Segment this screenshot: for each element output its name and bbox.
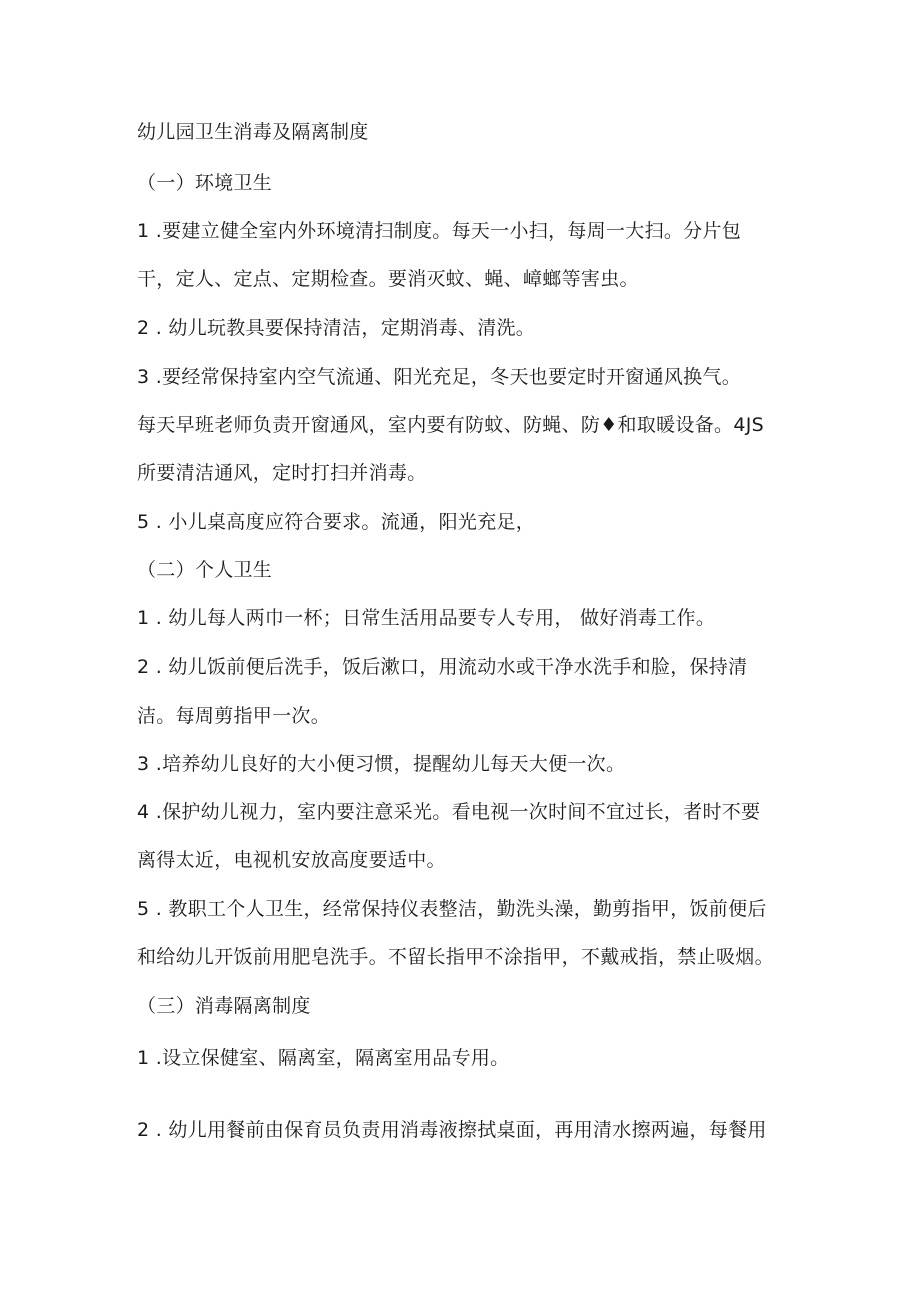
paragraph-line: 1 .要建立健全室内外环境清扫制度。每天一小扫，每周一大扫。分片包 — [137, 220, 742, 242]
paragraph-line: 2 . 幼儿饭前便后洗手，饭后漱口，用流动水或干净水洗手和脸，保持清 — [137, 656, 748, 678]
section-heading-disinfection: （三）消毒隔离制度 — [137, 995, 311, 1017]
paragraph-line: 所要清洁通风，定时打扫并消毒。 — [137, 462, 427, 484]
paragraph-line: 和给幼儿开饭前用肥皂洗手。不留长指甲不涂指甲，不戴戒指，禁止吸烟。 — [137, 946, 774, 968]
document-title: 幼儿园卫生消毒及隔离制度 — [137, 121, 369, 143]
paragraph-line: 5 . 教职工个人卫生，经常保持仪表整洁，勤洗头澡，勤剪指甲，饭前便后 — [137, 898, 767, 920]
paragraph-line: 3 .要经常保持室内空气流通、阳光充足，冬天也要定时开窗通风换气。 — [137, 366, 742, 388]
paragraph-line: 离得太近，电视机安放高度要适中。 — [137, 849, 446, 871]
section-heading-personal: （二）个人卫生 — [137, 559, 273, 581]
paragraph-line: 1 .设立保健室、隔离室，隔离室用品专用。 — [137, 1047, 510, 1069]
paragraph-line: 1 . 幼儿每人两巾一杯；日常生活用品要专人专用， 做好消毒工作。 — [137, 607, 716, 629]
paragraph-line: 干，定人、定点、定期检查。要消灭蚊、蝇、嶂螂等害虫。 — [137, 268, 639, 290]
paragraph-line: 3 .培养幼儿良好的大小便习惯，提醒幼儿每天大便一次。 — [137, 753, 626, 775]
paragraph-line: 4 .保护幼儿视力，室内要注意采光。看电视一次时间不宜过长，者时不要 — [137, 801, 761, 823]
paragraph-line: 洁。每周剪指甲一次。 — [137, 705, 331, 727]
paragraph-line: 2 . 幼儿用餐前由保育员负责用消毒液擦拭桌面，再用清水擦两遍，每餐用 — [137, 1119, 767, 1141]
section-heading-environment: （一）环境卫生 — [137, 172, 273, 194]
paragraph-line: 2 . 幼儿玩教具要保持清洁，定期消毒、清洗。 — [137, 317, 536, 339]
paragraph-line: 5 . 小儿桌高度应符合要求。流通，阳光充足， — [137, 511, 536, 533]
paragraph-line: 每天早班老师负责开窗通风，室内要有防蚊、防蝇、防♦和取暖设备。4JS — [137, 414, 764, 436]
